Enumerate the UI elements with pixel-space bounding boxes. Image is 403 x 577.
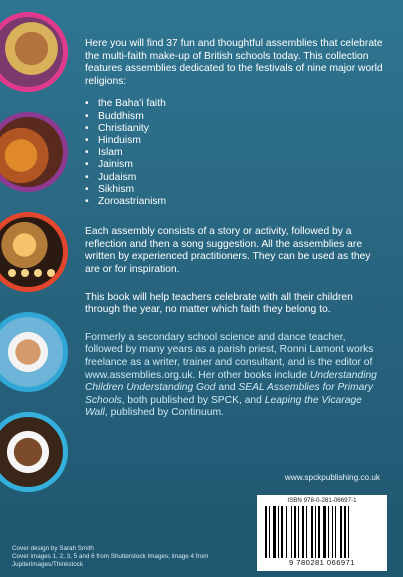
barcode-icon (265, 506, 379, 558)
list-item: • Islam (85, 147, 385, 159)
religions-list (85, 98, 385, 208)
list-item: • Zoroastrianism (85, 196, 385, 208)
photo-girl-headscarf (0, 12, 68, 92)
list-item: • Jainism (85, 159, 385, 171)
credit-line: Cover design by Sarah Smith (12, 545, 94, 552)
photo-candles-menorah (0, 212, 68, 292)
purpose-paragraph: This book will help teachers celebrate with all their children through the year, no matter which faith they belong to. (85, 291, 353, 316)
author-bio (85, 332, 385, 420)
publisher-website[interactable]: www.spckpublishing.co.uk (284, 473, 380, 482)
list-item: • Buddhism (85, 111, 385, 123)
photo-children-smiling (0, 312, 68, 392)
list-item: • Christianity (85, 123, 385, 135)
structure-paragraph: Each assembly consists of a story or activity, followed by a reflection and then a song suggestion. All the assemblies are written by experienced practitioners. They can be used as they are or for inspiration. (85, 226, 371, 275)
barcode-panel (257, 495, 387, 571)
author-bio-text-3: , published by Continuum. (104, 407, 224, 419)
barcode-number: 9 780281 066971 (289, 558, 355, 567)
author-bio-text-2: , both published by SPCK, and (121, 394, 265, 406)
author-bio-text-1: Formerly a secondary school science and dance teacher, followed by many years as a parish priest, Ronni Lamont works freelance as a writer, trainer and consultant, and is the editor of www.assemblies.org.uk. Her other books include (85, 331, 374, 381)
photo-boy-praying (0, 412, 68, 492)
author-bio-and: and (215, 382, 239, 394)
list-item: • Sikhism (85, 184, 385, 196)
isbn-label: ISBN 978-0-281-06697-1 (287, 497, 357, 504)
intro-paragraph: Here you will find 37 fun and thoughtful assemblies that celebrate the multi-faith make-up of British schools today. This collection features assemblies dedicated to the festivals of nine major world religions: (85, 38, 383, 87)
blurb (85, 38, 385, 420)
list-item: • the Baha'i faith (85, 98, 385, 110)
list-item: • Hinduism (85, 135, 385, 147)
book-title: Understanding Children Understanding God (85, 369, 377, 394)
photo-monks-praying (0, 112, 68, 192)
image-credits (12, 545, 242, 569)
list-item: • Judaism (85, 172, 385, 184)
credit-line: Cover images 1, 2, 3, 5 and 6 from Shutterstock Images; image 4 from Jupiterimages/Thinkstock (12, 553, 209, 568)
book-title: SEAL Assemblies for Primary Schools (85, 382, 373, 406)
book-title: Leaping the Vicarage Wall (85, 394, 362, 419)
